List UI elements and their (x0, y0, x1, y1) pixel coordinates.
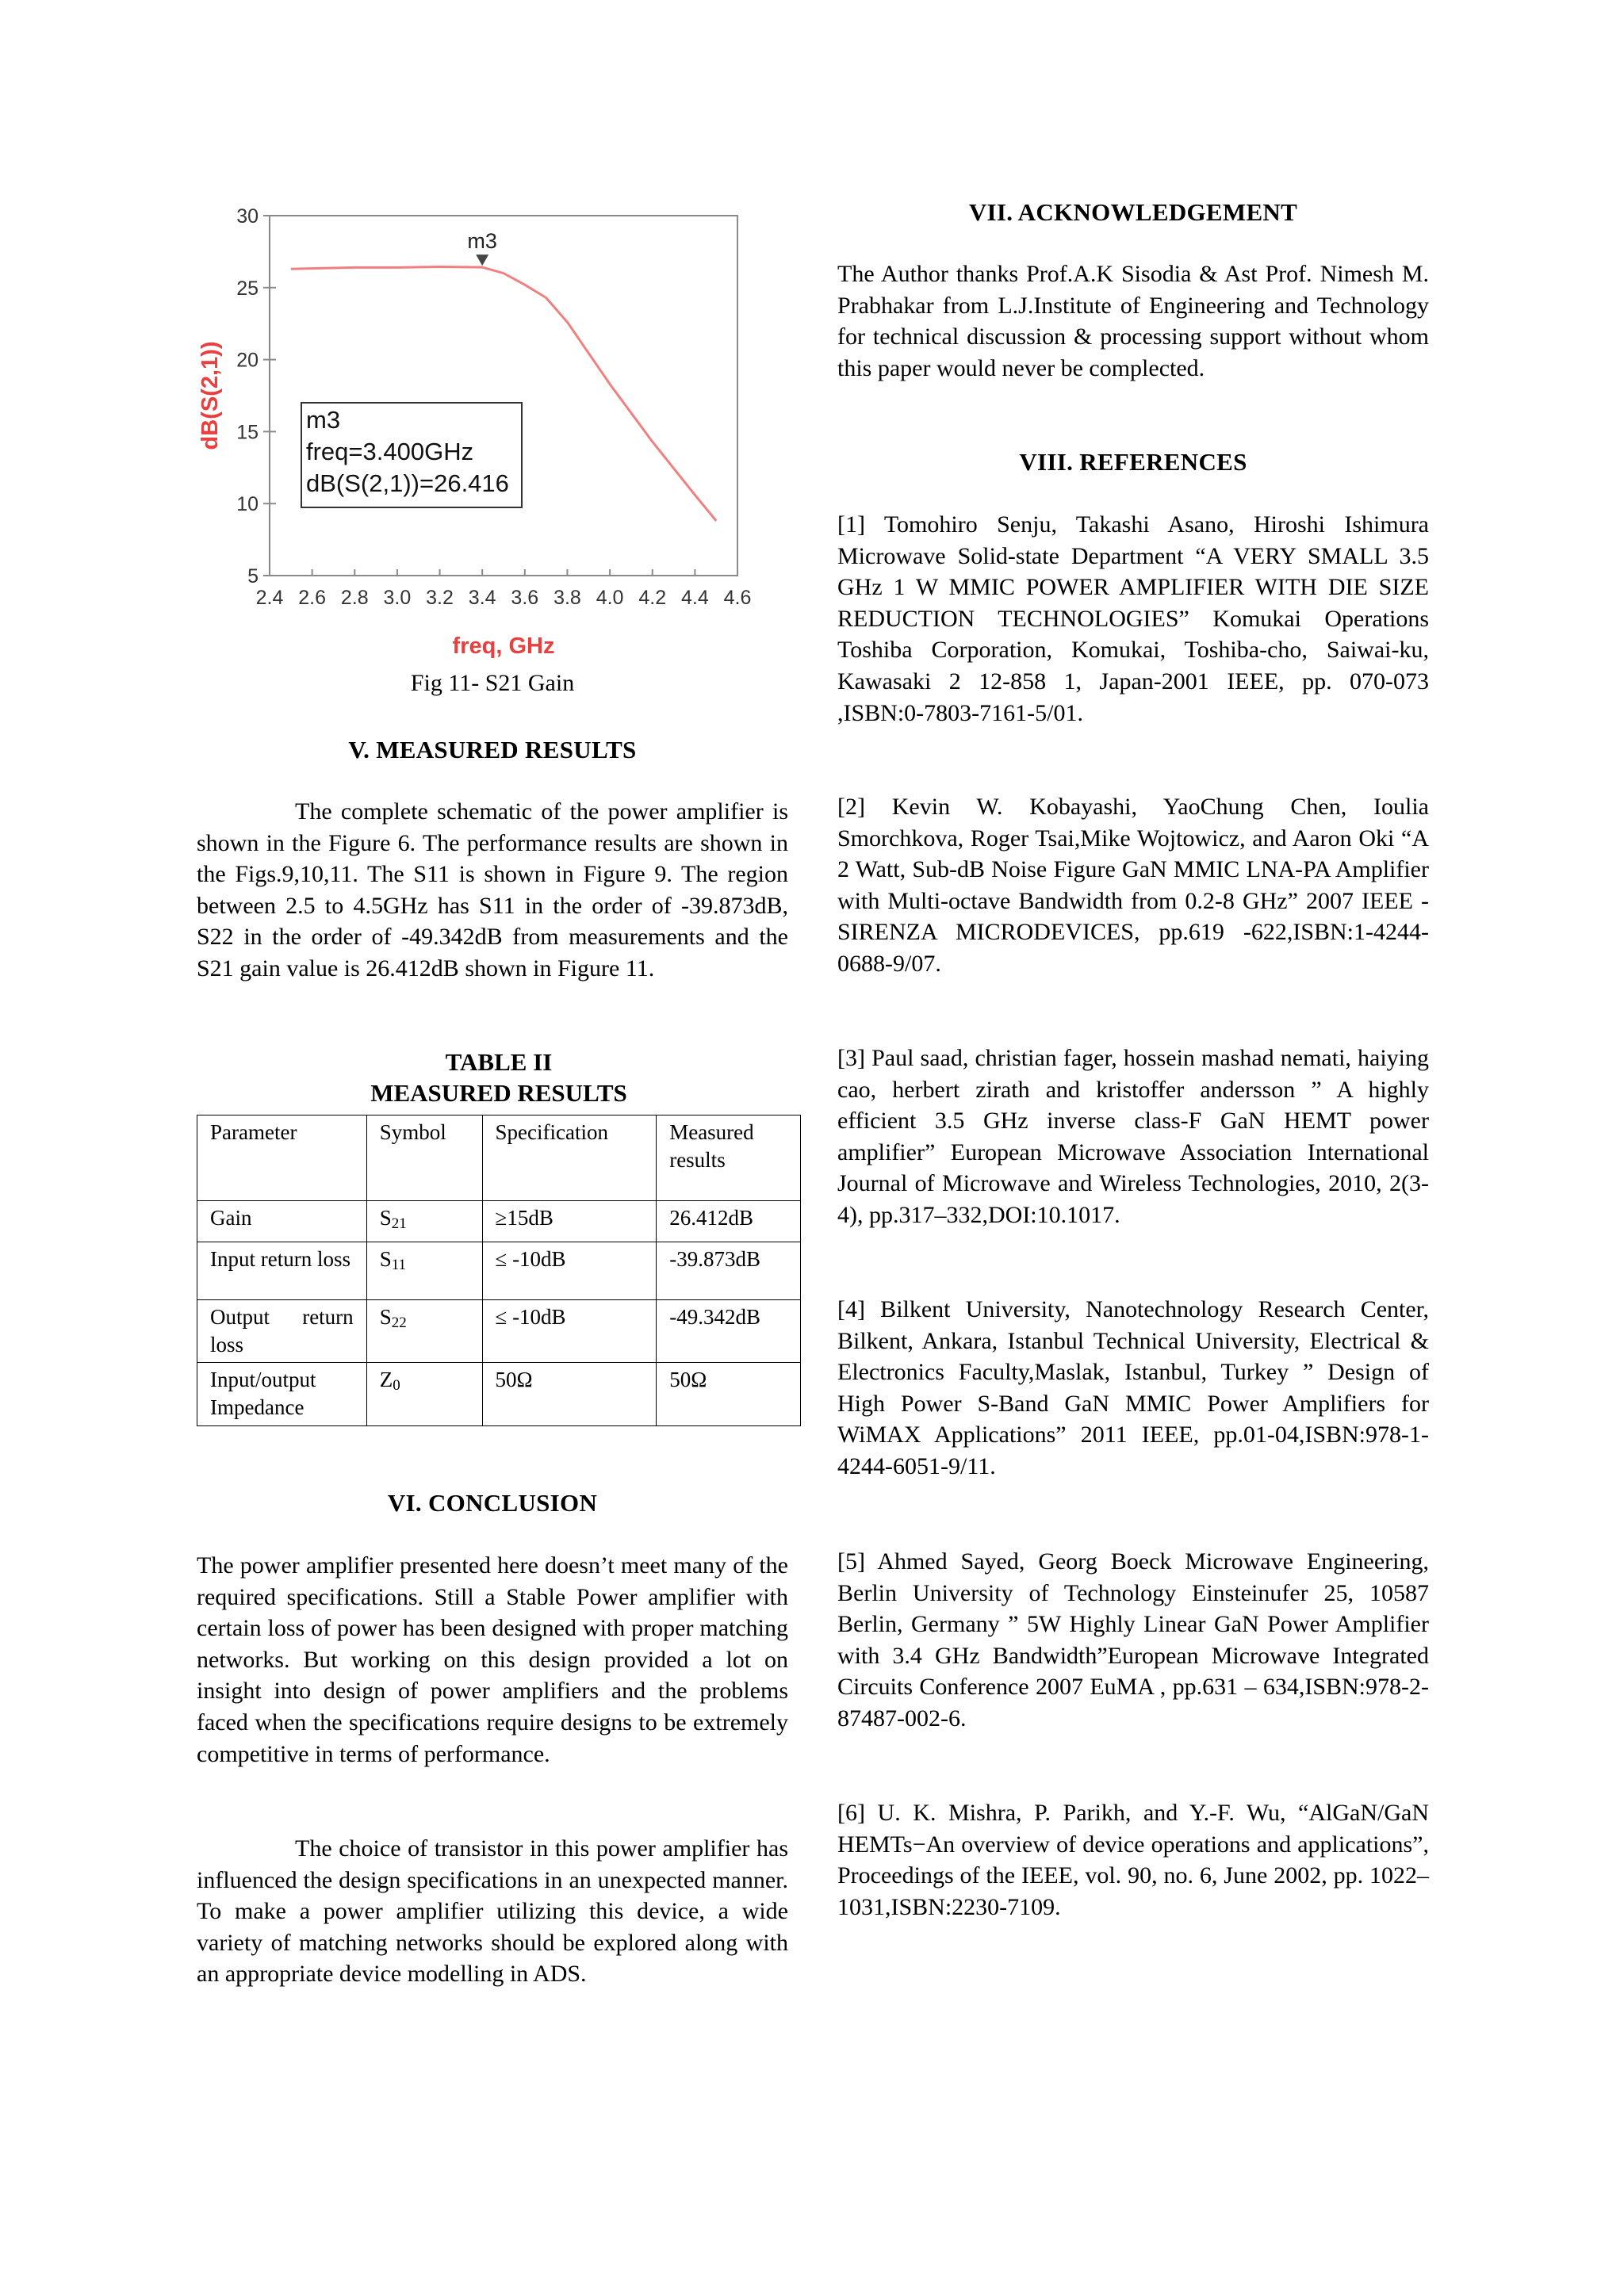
symbol-main: S (379, 1247, 392, 1271)
table-header-cell: Measured results (657, 1115, 801, 1201)
chart-svg (197, 198, 768, 674)
symbol-main: S (379, 1305, 392, 1329)
table-cell-parameter: Input/output Impedance (197, 1363, 367, 1426)
table-header-row (197, 1115, 801, 1201)
table-cell-spec: 50Ω (482, 1363, 657, 1426)
y-tick-label: 20 (236, 349, 259, 372)
y-tick-label: 10 (236, 493, 259, 516)
y-tick-label: 30 (236, 205, 259, 228)
table-cell-measured: -39.873dB (657, 1242, 801, 1300)
table-cell-symbol (366, 1201, 482, 1242)
section-heading-measured-results: V. MEASURED RESULTS (348, 736, 637, 763)
s21-gain-chart (197, 198, 768, 674)
table-cell-symbol (366, 1363, 482, 1426)
symbol-main: Z (379, 1368, 393, 1391)
reference-item: [1] Tomohiro Senju, Takashi Asano, Hiroshi Ishimura Microwave Solid-state Department “A VERY SMALL 3.5 GHz 1 W MMIC POWER AMPLIFIER WITH DIE SIZE REDUCTION TECHNOLOGIES” Komukai Operations Toshiba Corporation, Komukai, Toshiba-cho, Saiwai-ku, Kawasaki 2 12-858 1, Japan-2001 IEEE, pp. 070-073 ,ISBN:0-7803-7161-5/01. (837, 511, 1429, 726)
marker-readout-line: m3 (306, 406, 341, 434)
table-cell-spec: ≥15dB (482, 1201, 657, 1242)
x-tick-label: 3.4 (468, 587, 496, 609)
figure-caption: Fig 11- S21 Gain (410, 670, 575, 696)
table-cell-parameter: Input return loss (197, 1242, 367, 1300)
table-header-cell: Symbol (366, 1115, 482, 1201)
marker-readout-line: dB(S(2,1))=26.416 (306, 469, 509, 497)
x-tick-label: 4.2 (638, 587, 667, 609)
marker-label: m3 (467, 229, 497, 254)
table-subtitle: MEASURED RESULTS (370, 1079, 627, 1107)
conclusion-paragraph-2: The choice of transistor in this power amplifier has influenced the design specifications in an unexpected manner. To make a power amplifier utilizing this device, a wide variety of matching networks should be explored along with an appropriate device modelling in ADS. (197, 1835, 788, 1988)
table-header-cell: Specification (482, 1115, 657, 1201)
marker-readout-line: freq=3.400GHz (306, 438, 474, 465)
acknowledgement-paragraph: The Author thanks Prof.A.K Sisodia & Ast Prof. Nimesh M. Prabhakar from L.J.Institute of Engineering and Technology for technical discussion & processing support without whom this paper would never be complected. (837, 261, 1429, 381)
x-tick-label: 4.0 (596, 587, 624, 609)
table-cell-measured: 50Ω (657, 1363, 801, 1426)
reference-item: [3] Paul saad, christian fager, hossein mashad nemati, haiying cao, herbert zirath and kristoffer andersson ” A highly efficient 3.5 GHz inverse class-F GaN HEMT power amplifier” European Microwave Association International Journal of Microwave and Wireless Technologies, 2010, 2(3-4), pp.317–332,DOI:10.1017. (837, 1045, 1429, 1228)
plot-frame (270, 216, 737, 576)
symbol-subscript: 21 (391, 1215, 407, 1232)
x-tick-label: 2.6 (298, 587, 327, 609)
x-tick-label: 3.8 (553, 587, 581, 609)
table-cell-symbol (366, 1300, 482, 1363)
table-cell-spec: ≤ -10dB (482, 1300, 657, 1363)
table-row (197, 1242, 801, 1300)
x-tick-label: 2.8 (340, 587, 369, 609)
table-cell-parameter: Output return loss (197, 1300, 367, 1363)
section-heading-references: VIII. REFERENCES (1019, 448, 1247, 476)
x-tick-label: 2.4 (255, 587, 284, 609)
symbol-subscript: 11 (391, 1257, 407, 1273)
y-tick-label: 15 (236, 421, 259, 444)
conclusion-paragraph-1: The power amplifier presented here doesn’t meet many of the required specifications. Still a Stable Power amplifier with certain loss of power has been designed with proper matching networks. But working on this design provided a lot on insight into design of power amplifiers and the problems faced when the specifications require designs to be extremely competitive in terms of performance. (197, 1552, 788, 1767)
table-row (197, 1201, 801, 1242)
table-row (197, 1300, 801, 1363)
table-header-cell: Parameter (197, 1115, 367, 1201)
y-axis-label: dB(S(2,1)) (197, 341, 223, 450)
x-tick-label: 3.6 (511, 587, 539, 609)
reference-item: [4] Bilkent University, Nanotechnology Research Center, Bilkent, Ankara, Istanbul Technical University, Electrical & Electronics Faculty,Maslak, Istanbul, Turkey ” Design of High Power S-Band GaN MMIC Power Amplifiers for WiMAX Applications” 2011 IEEE, pp.01-04,ISBN:978-1-4244-6051-9/11. (837, 1296, 1429, 1479)
table-cell-measured: 26.412dB (657, 1201, 801, 1242)
table-row (197, 1363, 801, 1426)
measured-results-table (197, 1115, 801, 1426)
reference-item: [6] U. K. Mishra, P. Parikh, and Y.-F. Wu, “AlGaN/GaN HEMTs−An overview of device operations and applications”, Proceedings of the IEEE, vol. 90, no. 6, June 2002, pp. 1022–1031,ISBN:2230-7109. (837, 1800, 1429, 1920)
table-title: TABLE II (445, 1048, 553, 1076)
reference-item: [2] Kevin W. Kobayashi, YaoChung Chen, Ioulia Smorchkova, Roger Tsai,Mike Wojtowicz, and Aaron Oki “A 2 Watt, Sub-dB Noise Figure GaN MMIC LNA-PA Amplifier with Multi-octave Bandwidth from 0.2-8 GHz” 2007 IEEE - SIRENZA MICRODEVICES, pp.619 -622,ISBN:1-4244-0688-9/07. (837, 794, 1429, 977)
section-heading-acknowledgement: VII. ACKNOWLEDGEMENT (968, 198, 1298, 226)
section-heading-conclusion: VI. CONCLUSION (387, 1489, 598, 1517)
x-tick-label: 4.4 (680, 587, 709, 609)
symbol-main: S (379, 1206, 392, 1230)
reference-item: [5] Ahmed Sayed, Georg Boeck Microwave Engineering, Berlin University of Technology Einsteinufer 25, 10587 Berlin, Germany ” 5W Highly Linear GaN Power Amplifier with 3.4 GHz Bandwidth”European Microwave Integrated Circuits Conference 2007 EuMA , pp.631 – 634,ISBN:978-2-87487-002-6. (837, 1548, 1429, 1732)
y-tick-label: 5 (247, 565, 259, 587)
symbol-subscript: 22 (391, 1314, 407, 1331)
table-cell-symbol (366, 1242, 482, 1300)
x-tick-label: 4.6 (723, 587, 752, 609)
table-cell-parameter: Gain (197, 1201, 367, 1242)
table-cell-measured: -49.342dB (657, 1300, 801, 1363)
x-tick-label: 3.2 (426, 587, 454, 609)
x-axis-label: freq, GHz (452, 633, 555, 659)
table-cell-spec: ≤ -10dB (482, 1242, 657, 1300)
symbol-subscript: 0 (393, 1377, 400, 1394)
measured-results-paragraph: The complete schematic of the power amplifier is shown in the Figure 6. The performance results are shown in the Figs.9,10,11. The S11 is shown in Figure 9. The region between 2.5 to 4.5GHz has S11 in the order of -39.873dB, S22 in the order of -49.342dB from measurements and the S21 gain value is 26.412dB shown in Figure 11. (197, 798, 788, 982)
y-tick-label: 25 (236, 277, 259, 300)
x-tick-label: 3.0 (383, 587, 412, 609)
